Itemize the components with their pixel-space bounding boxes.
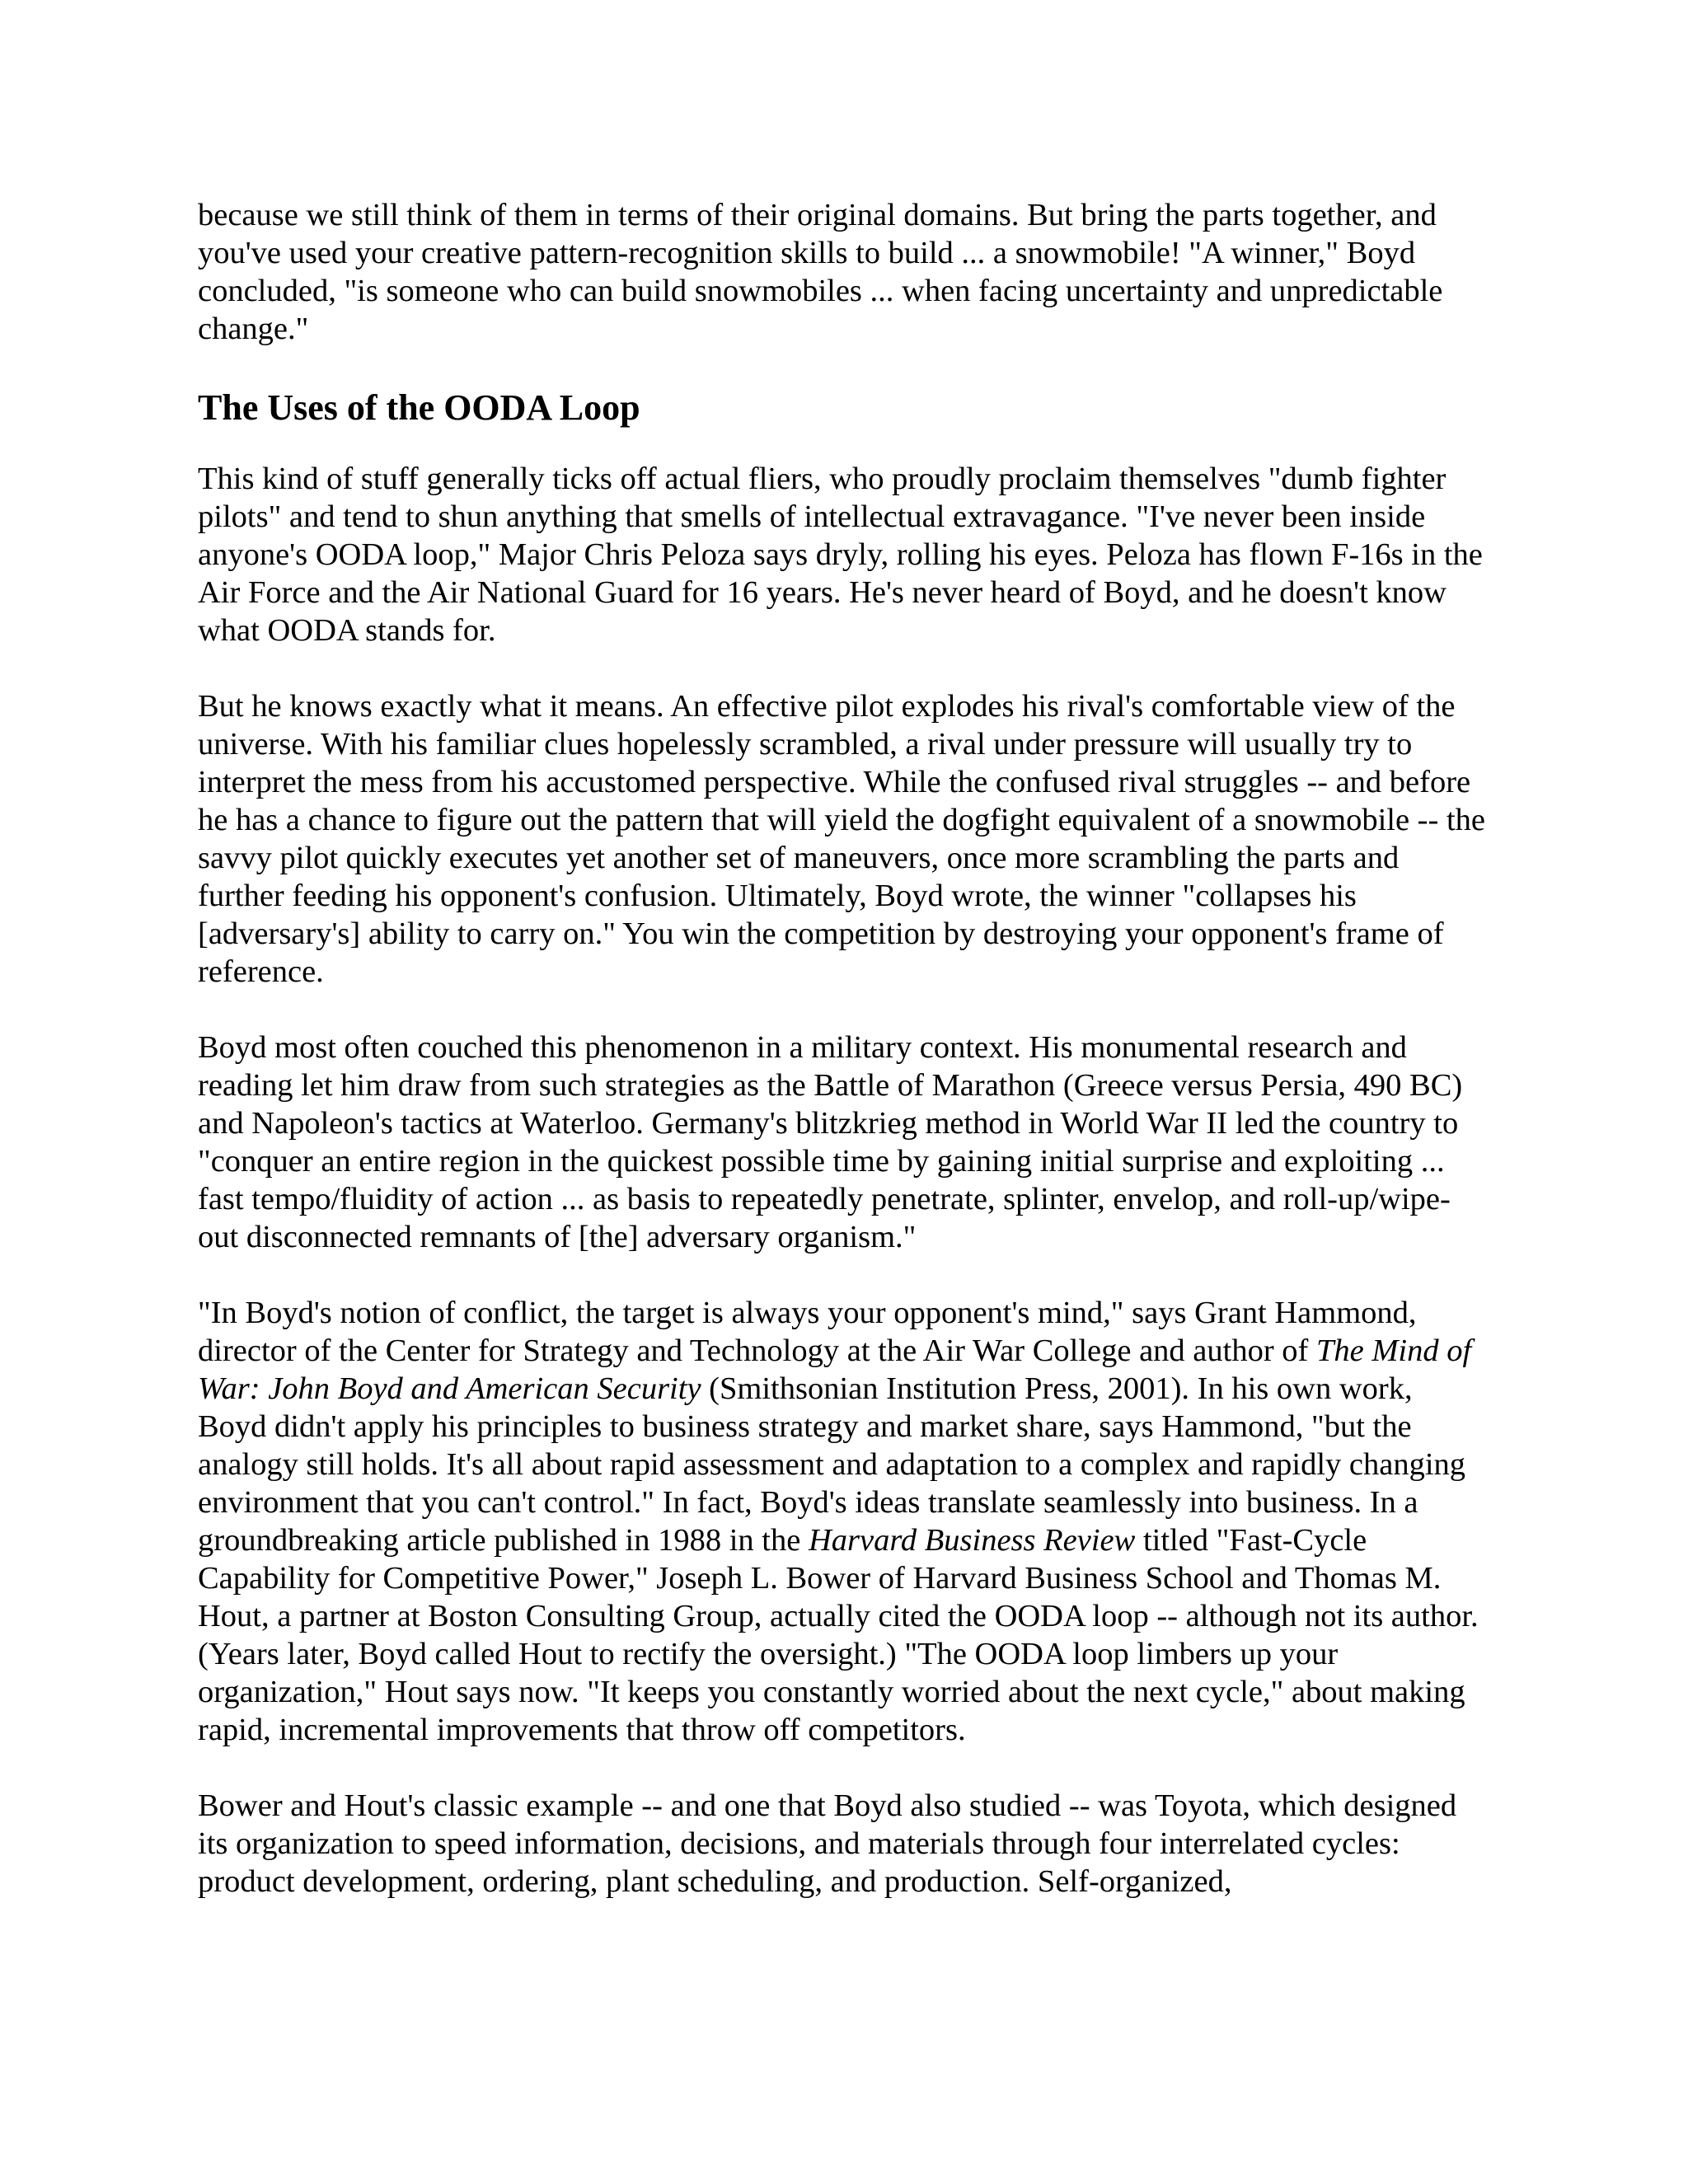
journal-title-hbr: Harvard Business Review: [808, 1523, 1136, 1558]
paragraph-hammond-text-3: titled "Fast-Cycle Capability for Competitive Power," Joseph L. Bower of Harvard Business School and Thomas M. Hout, a partner at Boston Consulting Group, actually cited the OODA loop -- although not its author. (Years later, Boyd called Hout to rectify the oversight.) "The OODA loop limbers up your organization," Hout says now. "It keeps you constantly worried about the next cycle," about making rapid, incremental improvements that throw off competitors.: [198, 1523, 1479, 1747]
section-heading: The Uses of the OODA Loop: [198, 387, 640, 428]
paragraph-effective-pilot: But he knows exactly what it means. An effective pilot explodes his rival's comfortable view of the universe. With his familiar clues hopelessly scrambled, a rival under pressure will usually try to interpret the mess from his accustomed perspective. While the confused rival struggles -- and before he has a chance to figure out the pattern that will yield the dogfight equivalent of a snowmobile -- the savvy pilot quickly executes yet another set of maneuvers, once more scrambling the parts and further feeding his opponent's confusion. Ultimately, Boyd wrote, the winner "collapses his [adversary's] ability to carry on." You win the competition by destroying your opponent's frame of reference.: [198, 689, 1485, 989]
paragraph-snowmobile: because we still think of them in terms of their original domains. But bring the parts together, and you've used your creative pattern-recognition skills to build ... a snowmobile! "A winner," Boyd concluded, "is someone who can build snowmobiles ... when facing uncertainty and unpredictable change.": [198, 198, 1443, 346]
paragraph-hammond-text-2: (Smithsonian Institution Press, 2001). In his own work, Boyd didn't apply his principles to business strategy and market share, says Hammond, "but the analogy still holds. It's all about rapid assessment and adaptation to a complex and rapidly changing environment that you can't control." In fact, Boyd's ideas translate seamlessly into business. In a groundbreaking article published in 1988 in the: [198, 1371, 1466, 1558]
paragraph-fighter-pilots: This kind of stuff generally ticks off actual fliers, who proudly proclaim themselves "dumb fighter pilots" and tend to shun anything that smells of intellectual extravagance. "I've never been inside anyone's OODA loop," Major Chris Peloza says dryly, rolling his eyes. Peloza has flown F-16s in the Air Force and the Air National Guard for 16 years. He's never heard of Boyd, and he doesn't know what OODA stands for.: [198, 462, 1483, 648]
paragraph-hammond-text-1: "In Boyd's notion of conflict, the target is always your opponent's mind," says Grant Hammond, director of the Center for Strategy and Technology at the Air War College and author of: [198, 1296, 1417, 1368]
paragraph-hammond-quote: [198, 1294, 1489, 1749]
document-page: [198, 196, 1489, 1938]
book-title-mind-of-war: The Mind of War: John Boyd and American Security: [198, 1333, 1472, 1406]
paragraph-military-context: Boyd most often couched this phenomenon in a military context. His monumental research and reading let him draw from such strategies as the Battle of Marathon (Greece versus Persia, 490 BC) and Napoleon's tactics at Waterloo. Germany's blitzkrieg method in World War II led the country to "conquer an entire region in the quickest possible time by gaining initial surprise and exploiting ... fast tempo/fluidity of action ... as basis to repeatedly penetrate, splinter, envelop, and roll-up/wipe-out disconnected remnants of [the] adversary organism.": [198, 1030, 1463, 1254]
paragraph-toyota: Bower and Hout's classic example -- and one that Boyd also studied -- was Toyota, which designed its organization to speed information, decisions, and materials through four interrelated cycles: product development, ordering, plant scheduling, and production. Self-organized,: [198, 1788, 1457, 1899]
